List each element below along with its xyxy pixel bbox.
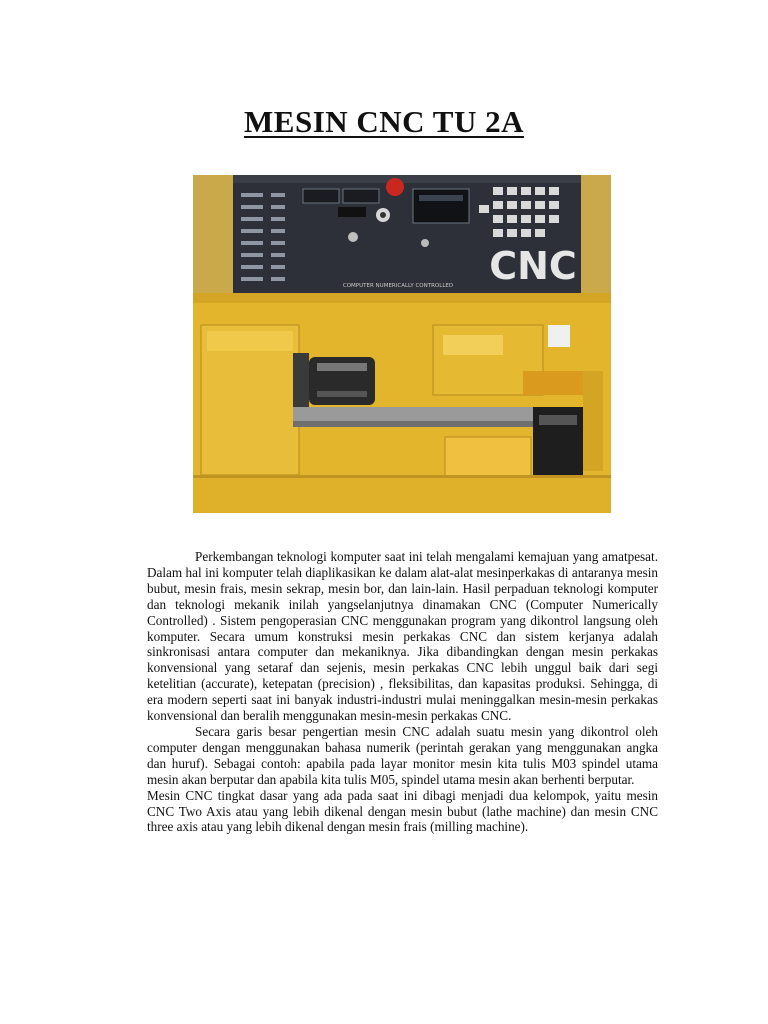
- cross-slide: [445, 437, 531, 477]
- paragraph: Perkembangan teknologi komputer saat ini telah mengalami kemajuan yang amatpesat. Dalam hal ini komputer telah diaplikasikan ke dalam alat-alat mesinperkakas di antaranya mesin bubut, mesin frais, mesin sekrap, mesin bor, dan lain-lain. Hasil perpaduan teknologi komputer dan teknologi mekanik inilah yangselanjutnya dinamakan CNC (Computer Numerically Controlled) . Sistem pengoperasian CNC menggunakan program yang dikontrol langsung oleh komputer. Secara umum konstruksi mesin perkakas CNC dan sistem kerjanya adalah sinkronisasi antara computer dan mekaniknya. Jika dibandingkan dengan mesin perkakas konvensional yang setaraf dan sejenis, mesin perkakas CNC lebih unggul baik dari segi ketelitian (accurate), ketepatan (precision) , fleksibilitas, dan kapasitas produksi. Sehingga, di era modern seperti saat ini banyak industri-industri mulai meninggalkan mesin-mesin perkakas konvensional dan beralih menggunakan mesin-mesin perkakas CNC.: [147, 549, 658, 724]
- page-title: [0, 104, 768, 140]
- cnc-machine-illustration: [193, 175, 611, 513]
- page-title-text: MESIN CNC TU 2A: [244, 104, 524, 139]
- panel-brand-text: CNC: [489, 244, 577, 288]
- panel-caption-text: COMPUTER NUMERICALLY CONTROLLED: [342, 283, 454, 289]
- paragraph: Secara garis besar pengertian mesin CNC adalah suatu mesin yang dikontrol oleh computer dengan menggunakan bahasa numerik (perintah gerakan yang menggunakan angka dan huruf). Sebagai contoh: apabila pada layar monitor mesin kita tulis M03 spindel utama mesin akan berputar dan apabila kita tulis M05, spindel utama mesin akan berhenti berputar.: [147, 723, 658, 787]
- article-body: [147, 549, 658, 835]
- cnc-machine-photo: [193, 175, 611, 513]
- panel-display: [413, 189, 469, 223]
- paragraph: Mesin CNC tingkat dasar yang ada pada saat ini dibagi menjadi dua kelompok, yaitu mesin CNC Two Axis atau yang lebih dikenal dengan mesin bubut (lathe machine) dan mesin CNC three axis atau yang lebih dikenal dengan mesin frais (milling machine).: [147, 787, 658, 835]
- emergency-stop-icon: [386, 178, 404, 196]
